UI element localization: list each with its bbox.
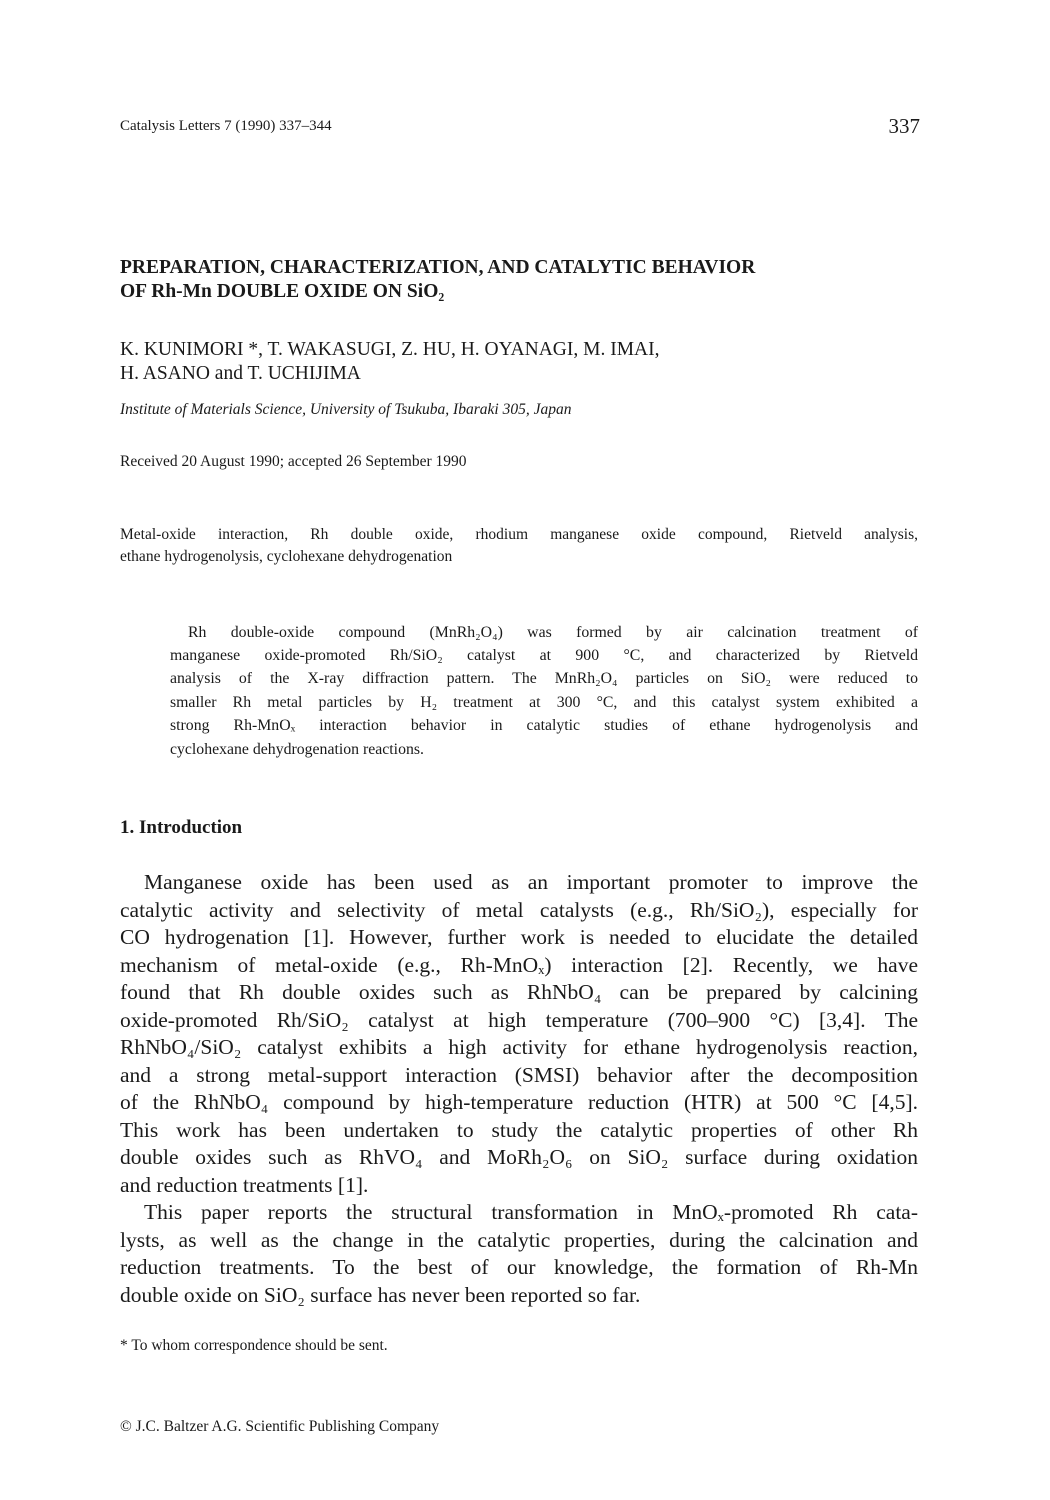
- body-line: reduction treatments. To the best of our knowledge, the formation of Rh-Mn: [120, 1255, 918, 1279]
- footnote: * To whom correspondence should be sent.: [120, 1337, 388, 1354]
- body-line: of the RhNbO₄ compound by high-temperature reduction (HTR) at 500 °C [4,5].: [120, 1090, 918, 1114]
- body-line: and reduction treatments [1].: [120, 1173, 369, 1197]
- keywords-line: ethane hydrogenolysis, cyclohexane dehydrogenation: [120, 548, 453, 565]
- abstract-line: Rh double-oxide compound (MnRh₂O₄) was formed by air calcination treatment of: [188, 624, 918, 641]
- body-line: double oxide on SiO₂ surface has never been reported so far.: [120, 1283, 641, 1307]
- body-line: lysts, as well as the change in the catalytic properties, during the calcination and: [120, 1228, 918, 1252]
- page-number: 337: [888, 114, 920, 138]
- body-line: catalytic activity and selectivity of metal catalysts (e.g., Rh/SiO₂), especially for: [120, 898, 918, 922]
- keywords-line: Metal-oxide interaction, Rh double oxide, rhodium manganese oxide compound, Rietveld analysis,: [120, 526, 918, 543]
- body-line: and a strong metal-support interaction (SMSI) behavior after the decomposition: [120, 1063, 918, 1087]
- affiliation: Institute of Materials Science, University of Tsukuba, Ibaraki 305, Japan: [120, 401, 572, 418]
- body-line: double oxides such as RhVO₄ and MoRh₂O₆ on SiO₂ surface during oxidation: [120, 1145, 918, 1169]
- title-line: PREPARATION, CHARACTERIZATION, AND CATALYTIC BEHAVIOR: [120, 257, 756, 278]
- body-line: This paper reports the structural transformation in MnOₓ-promoted Rh cata-: [144, 1200, 918, 1224]
- abstract-line: smaller Rh metal particles by H₂ treatment at 300 °C, and this catalyst system exhibited a: [170, 694, 918, 711]
- body-line: oxide-promoted Rh/SiO₂ catalyst at high temperature (700–900 °C) [3,4]. The: [120, 1008, 918, 1032]
- body-line: This work has been undertaken to study the catalytic properties of other Rh: [120, 1118, 918, 1142]
- abstract-line: analysis of the X-ray diffraction pattern. The MnRh₂O₄ particles on SiO₂ were reduced to: [170, 670, 918, 687]
- body-line: RhNbO₄/SiO₂ catalyst exhibits a high activity for ethane hydrogenolysis reaction,: [120, 1035, 918, 1059]
- body-line: Manganese oxide has been used as an important promoter to improve the: [144, 870, 918, 894]
- section-heading: 1. Introduction: [120, 817, 243, 838]
- body-line: mechanism of metal-oxide (e.g., Rh-MnOₓ) interaction [2]. Recently, we have: [120, 953, 918, 977]
- abstract-line: strong Rh-MnOₓ interaction behavior in catalytic studies of ethane hydrogenolysis and: [170, 717, 918, 734]
- abstract-line: cyclohexane dehydrogenation reactions.: [170, 741, 424, 758]
- author-line: K. KUNIMORI *, T. WAKASUGI, Z. HU, H. OYANAGI, M. IMAI,: [120, 339, 660, 360]
- body-line: found that Rh double oxides such as RhNbO₄ can be prepared by calcining: [120, 980, 918, 1004]
- copyright: © J.C. Baltzer A.G. Scientific Publishing Company: [120, 1418, 440, 1435]
- title-line: OF Rh-Mn DOUBLE OXIDE ON SiO₂: [120, 281, 445, 302]
- received-dates: Received 20 August 1990; accepted 26 September 1990: [120, 453, 467, 470]
- journal-citation: Catalysis Letters 7 (1990) 337–344: [120, 118, 332, 134]
- abstract-line: manganese oxide-promoted Rh/SiO₂ catalyst at 900 °C, and characterized by Rietveld: [170, 647, 918, 664]
- author-line: H. ASANO and T. UCHIJIMA: [120, 363, 361, 384]
- body-line: CO hydrogenation [1]. However, further work is needed to elucidate the detailed: [120, 925, 918, 949]
